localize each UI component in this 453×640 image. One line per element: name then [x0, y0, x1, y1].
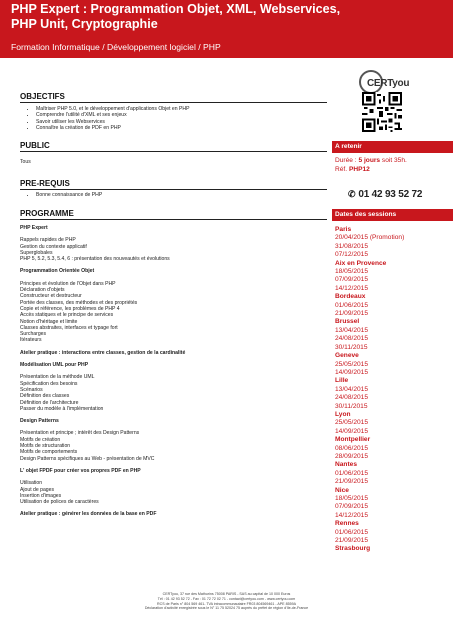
- prog-line: Présentation et principe ; intérêt des Design Patterns: [20, 430, 140, 437]
- session-date[interactable]: 01/06/2015: [335, 469, 369, 477]
- session-date[interactable]: 07/12/2015: [335, 251, 369, 259]
- prerequis-title: PRE-REQUIS: [20, 179, 70, 188]
- session-date[interactable]: 14/12/2015: [335, 284, 369, 292]
- objectif-item: • Comprendre l'utilité d'XML et ses enjeux: [36, 112, 190, 118]
- prog-heading: Programmation Orientée Objet: [20, 268, 95, 275]
- prerequis-list: [28, 192, 102, 198]
- public-text: Tous: [20, 159, 31, 165]
- reference-text: Réf. PHP12: [335, 166, 370, 173]
- duree-text: Durée : 5 jours soit 35h.: [335, 157, 407, 164]
- session-date[interactable]: 13/04/2015: [335, 385, 369, 393]
- session-city: Aix en Provence: [335, 259, 387, 267]
- session-date[interactable]: 01/06/2015: [335, 528, 369, 536]
- objectif-item: • Connaître la création de PDF en PHP: [36, 125, 190, 131]
- prog-line: Copie et référence, les problèmes de PHP 4: [20, 305, 120, 312]
- programme-divider: [20, 219, 327, 220]
- page-title: PHP Expert : Programmation Objet, XML, Webservices, PHP Unit, Cryptographie: [11, 2, 341, 31]
- session-date[interactable]: 24/08/2015: [335, 335, 369, 343]
- prog-line: Itérateurs: [20, 337, 42, 344]
- prog-line: Portée des classes, des méthodes et des propriétés: [20, 299, 138, 306]
- prog-line: Présentation de la méthode UML: [20, 374, 95, 381]
- page-subtitle: Formation Informatique / Développement logiciel / PHP: [11, 42, 221, 52]
- session-city: Lille: [335, 377, 349, 385]
- prog-heading: Atelier pratique : générer les données de la base en PDF: [20, 511, 157, 518]
- prog-heading: PHP Expert: [20, 225, 48, 231]
- session-date[interactable]: 31/08/2015: [335, 242, 369, 250]
- session-city: Strasbourg: [335, 545, 371, 553]
- objectif-item: • Savoir utiliser les Webservices: [36, 119, 190, 125]
- session-city: Bordeaux: [335, 293, 366, 301]
- session-date[interactable]: 07/09/2015: [335, 503, 369, 511]
- footer-line: CERTyou, 37 rue des Mathurins 75008 PARIS - SAS au capital de 10 000 Euros: [162, 592, 291, 596]
- session-date[interactable]: 14/09/2015: [335, 368, 369, 376]
- prerequis-item: • Bonne connaissance de PHP: [36, 192, 102, 198]
- phone-icon: ✆: [348, 189, 356, 199]
- session-date[interactable]: 30/11/2015: [335, 402, 368, 410]
- session-date[interactable]: 21/09/2015: [335, 537, 369, 545]
- prog-line: Notion d'héritage et limite: [20, 318, 78, 325]
- prog-line: Déclaration d'objets: [20, 287, 65, 294]
- session-date[interactable]: 14/12/2015: [335, 511, 369, 519]
- page-header: [0, 0, 453, 58]
- footer-line: RCS de Paris n° 804 569 461- TVA intracommunautaire FR03 804569461 - APE 8559A: [157, 601, 296, 606]
- prog-line: PHP 5, 5.2, 5.3, 5.4, 6 : présentation des nouveautés et évolutions: [20, 256, 170, 263]
- session-date[interactable]: 24/08/2015: [335, 394, 369, 402]
- session-date[interactable]: 28/09/2015: [335, 452, 369, 460]
- sessions-header: Dates des sessions: [332, 209, 453, 221]
- session-city: Brussel: [335, 318, 360, 326]
- prog-line: Ajout de pages: [20, 486, 54, 493]
- prerequis-divider: [20, 189, 327, 190]
- prog-line: Accès statiques et le principe de services: [20, 312, 114, 319]
- session-date[interactable]: 18/05/2015: [335, 495, 369, 502]
- session-city: Geneve: [335, 352, 359, 360]
- session-date[interactable]: 20/04/2015 (Promotion): [335, 234, 405, 242]
- session-city: Paris: [335, 226, 352, 233]
- objectifs-title: OBJECTIFS: [20, 92, 65, 101]
- public-divider: [20, 151, 327, 152]
- programme-title: PROGRAMME: [20, 209, 74, 218]
- session-date[interactable]: 25/05/2015: [335, 360, 369, 368]
- session-date[interactable]: 18/05/2015: [335, 268, 369, 276]
- retenir-header: A retenir: [332, 141, 453, 153]
- prog-line: Surcharges: [20, 331, 47, 338]
- prog-line: Design Patterns spécifiques au Web - présentation de MVC: [20, 455, 155, 462]
- session-city: Lyon: [335, 410, 351, 418]
- session-date[interactable]: 13/04/2015: [335, 326, 369, 334]
- prog-line: Principes et évolution de l'Objet dans PHP: [20, 280, 116, 287]
- session-date[interactable]: 25/05/2015: [335, 419, 369, 427]
- prog-line: Motifs de structuration: [20, 443, 71, 450]
- sessions-list: [335, 226, 404, 554]
- prog-line: Scénarios: [20, 386, 43, 393]
- session-date[interactable]: 08/06/2015: [335, 444, 369, 452]
- session-city: Montpellier: [335, 436, 371, 444]
- prog-line: Définition des classes: [20, 393, 70, 400]
- session-date[interactable]: 21/09/2015: [335, 478, 369, 486]
- prog-line: Classes abstraites, interfaces et typage fort: [20, 324, 118, 331]
- session-city: Nantes: [335, 461, 357, 469]
- prog-line: Spécification des besoins: [20, 380, 78, 387]
- prog-line: Insertion d'images: [20, 492, 62, 499]
- prog-line: Motifs de création: [20, 436, 61, 443]
- session-date[interactable]: 21/09/2015: [335, 310, 369, 318]
- session-date[interactable]: 01/06/2015: [335, 301, 369, 309]
- programme-content: [20, 225, 320, 518]
- objectifs-divider: [20, 102, 327, 103]
- logo-text: CERTyou: [367, 78, 410, 89]
- prog-heading: Atelier pratique : interactions entre classes, gestion de la cardinalité: [20, 349, 186, 356]
- public-title: PUBLIC: [20, 141, 50, 150]
- objectifs-list: [28, 106, 190, 131]
- objectif-item: • Maîtriser PHP 5.0, et le développement d'applications Objet en PHP: [36, 106, 190, 112]
- prog-line: Rappels rapides de PHP: [20, 237, 76, 244]
- footer-line: Tél : 01 42 93 52 72 - Fax : 01 72 72 02 71 - contact@certyou.com - www.certyou.com: [157, 596, 296, 601]
- prog-line: Gestion du contexte applicatif: [20, 243, 87, 250]
- footer-line: Déclaration d'activité enregistrée sous le N° 11 75 52024 75 auprès du préfet de région d'Ile-de-France: [144, 606, 309, 611]
- prog-line: Constructeur et destructeur: [20, 293, 82, 300]
- page-footer: [0, 592, 453, 611]
- prog-line: Définition de l'architecture: [20, 399, 79, 406]
- prog-line: Superglobales: [20, 249, 53, 256]
- prog-heading: Design Patterns: [20, 418, 59, 425]
- prog-heading: L' objet FPDF pour créer vos propres PDF en PHP: [20, 467, 141, 474]
- session-date[interactable]: 14/09/2015: [335, 427, 369, 435]
- session-city: Nice: [335, 486, 349, 494]
- session-date[interactable]: 07/09/2015: [335, 276, 369, 284]
- qr-code-icon: [362, 92, 402, 132]
- prog-line: Motifs de comportements: [20, 449, 78, 456]
- session-city: Rennes: [335, 520, 359, 528]
- prog-line: Utilisation de polices de caractères: [20, 499, 99, 506]
- prog-line: Utilisation: [20, 480, 43, 487]
- phone-number[interactable]: ✆ 01 42 93 52 72: [348, 189, 423, 200]
- prog-line: Passer du modèle à l'implémentation: [20, 405, 104, 412]
- prog-heading: Modélisation UML pour PHP: [20, 362, 89, 369]
- session-date[interactable]: 30/11/2015: [335, 343, 368, 351]
